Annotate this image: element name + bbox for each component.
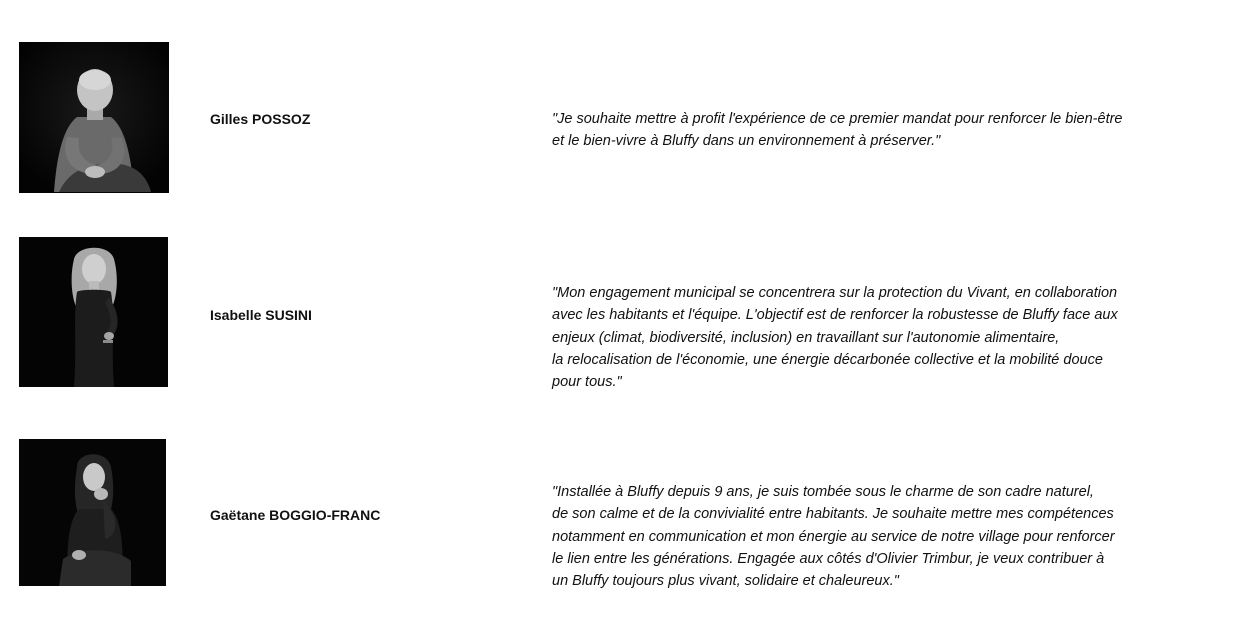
quote-line: la relocalisation de l'économie, une énergie décarbonée collective et la mobilité douce: [552, 351, 1103, 368]
quote-line: enjeux (climat, biodiversité, inclusion) en travaillant sur l'autonomie alimentaire,: [552, 329, 1060, 346]
quote-line: un Bluffy toujours plus vivant, solidaire et chaleureux.": [552, 573, 899, 590]
member-name: Gilles POSSOZ: [210, 111, 311, 127]
quote-line: le lien entre les générations. Engagée aux côtés d'Olivier Trimbur, je veux contribuer à: [552, 550, 1105, 567]
member-photo: [19, 237, 168, 387]
member-name: Isabelle SUSINI: [210, 307, 312, 323]
member-quote: [552, 282, 1172, 393]
quote-line: "Je souhaite mettre à profit l'expérience de ce premier mandat pour renforcer le bien-être: [552, 111, 1123, 127]
portrait-photo-woman-standing-icon: [19, 237, 168, 387]
quote-line: notamment en communication et mon énergie au service de notre village pour renforcer: [552, 528, 1115, 545]
quote-line: "Mon engagement municipal se concentrera sur la protection du Vivant, en collaboration: [552, 285, 1118, 301]
member-name: Gaëtane BOGGIO-FRANC: [210, 507, 381, 523]
quote-line: "Installée à Bluffy depuis 9 ans, je suis tombée sous le charme de son cadre naturel,: [552, 484, 1094, 500]
member-photo: [19, 439, 166, 586]
member-photo: [19, 42, 169, 193]
quote-line: et le bien-vivre à Bluffy dans un environnement à préserver.": [552, 133, 941, 150]
quote-line: avec les habitants et l'équipe. L'objectif est de renforcer la robustesse de Bluffy face aux: [552, 307, 1118, 324]
quote-line: pour tous.": [552, 374, 622, 391]
portrait-photo-man-seated-icon: [19, 42, 169, 193]
portrait-photo-woman-seated-icon: [19, 439, 166, 586]
quote-line: de son calme et de la convivialité entre habitants. Je souhaite mettre mes compétences: [552, 506, 1114, 523]
member-quote: [552, 481, 1172, 592]
member-quote: [552, 108, 1172, 153]
